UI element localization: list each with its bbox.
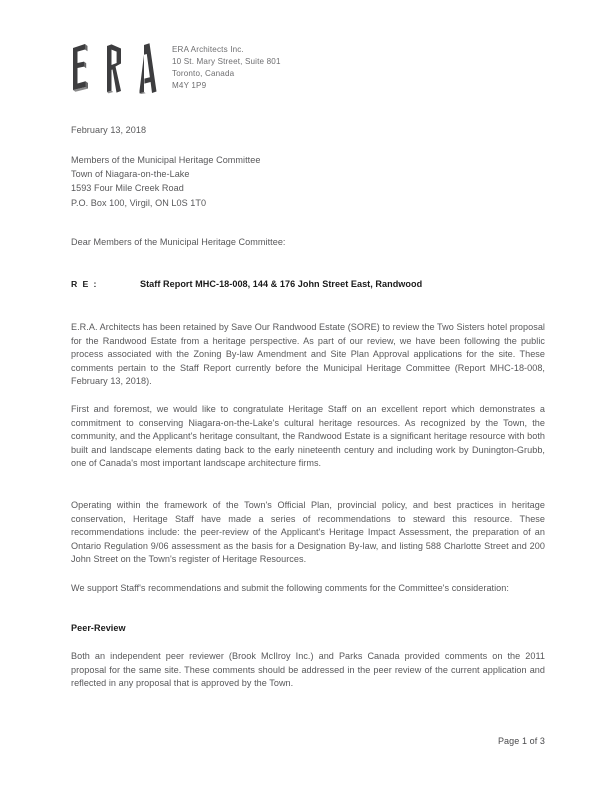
company-address-line-1: 10 St. Mary Street, Suite 801 (172, 57, 281, 67)
subject-value: Staff Report MHC-18-008, 144 & 176 John Street East, Randwood (140, 279, 423, 289)
addressee-line-4: P.O. Box 100, Virgil, ON L0S 1T0 (71, 197, 207, 208)
paragraph-4: We support Staff's recommendations and submit the following comments for the Committee's consideration: (71, 583, 509, 593)
company-name: ERA Architects Inc. (172, 45, 244, 54)
paragraph-2: First and foremost, we would like to congratulate Heritage Staff on an excellent report which demonstrates a commitment to conserving Niagara-on-the-Lake's cultural heritage resources. As recognized by the Town, the community, and the Applicant's heritage consultant, the Randwood Estate is a significant heritage resource with both built and landscape elements dating back to the early nineteenth century and including work by Dunington-Grubb, one of Canada's most important landscape architecture firms. (71, 404, 545, 469)
section-heading-peer-review: Peer-Review (71, 623, 126, 633)
letterhead (71, 42, 281, 94)
page-number: Page 1 of 3 (497, 736, 545, 746)
addressee-line-1: Members of the Municipal Heritage Committee (71, 155, 261, 165)
paragraph-3: Operating within the framework of the Town's Official Plan, provincial policy, and best practices in heritage conservation, Heritage Staff have made a series of recommendations to steward this resource. These recommendations include: the peer-review of the Applicant's Heritage Impact Assessment, the preparation of an Ontario Regulation 9/06 assessment as the basis for a Designation By-law, and listing 588 Charlotte Street and 200 John Street on the Town's register of Heritage Resources. (71, 500, 545, 565)
addressee-line-2: Town of Niagara-on-the-Lake (71, 169, 190, 180)
salutation: Dear Members of the Municipal Heritage Committee: (71, 237, 286, 247)
company-address-line-2: Toronto, Canada (172, 69, 235, 79)
era-logo-icon (71, 42, 163, 94)
subject-line (71, 278, 545, 292)
addressee-block (71, 153, 545, 210)
addressee-line-3: 1593 Four Mile Creek Road (71, 183, 184, 194)
subject-label: R E : (71, 279, 98, 289)
paragraph-1: E.R.A. Architects has been retained by Save Our Randwood Estate (SORE) to review the Two Sisters hotel proposal for the Randwood Estate from a heritage perspective. As part of our review, we have been following the public process associated with the Zoning By-law Amendment and Site Plan Approval applications for the site. These comments pertain to the Staff Report currently before the Municipal Heritage Committee (Report MHC-18-008, February 13, 2018). (71, 322, 545, 387)
letter-date: February 13, 2018 (71, 125, 147, 135)
page-footer (71, 736, 545, 746)
company-postal-code: M4Y 1P9 (172, 81, 207, 91)
paragraph-5: Both an independent peer reviewer (Brook McIlroy Inc.) and Parks Canada provided comments on the 2011 proposal for the same site. These comments should be addressed in the peer review of the current application and reflected in any proposal that is approved by the Town. (71, 651, 545, 689)
company-address-block (172, 42, 281, 92)
